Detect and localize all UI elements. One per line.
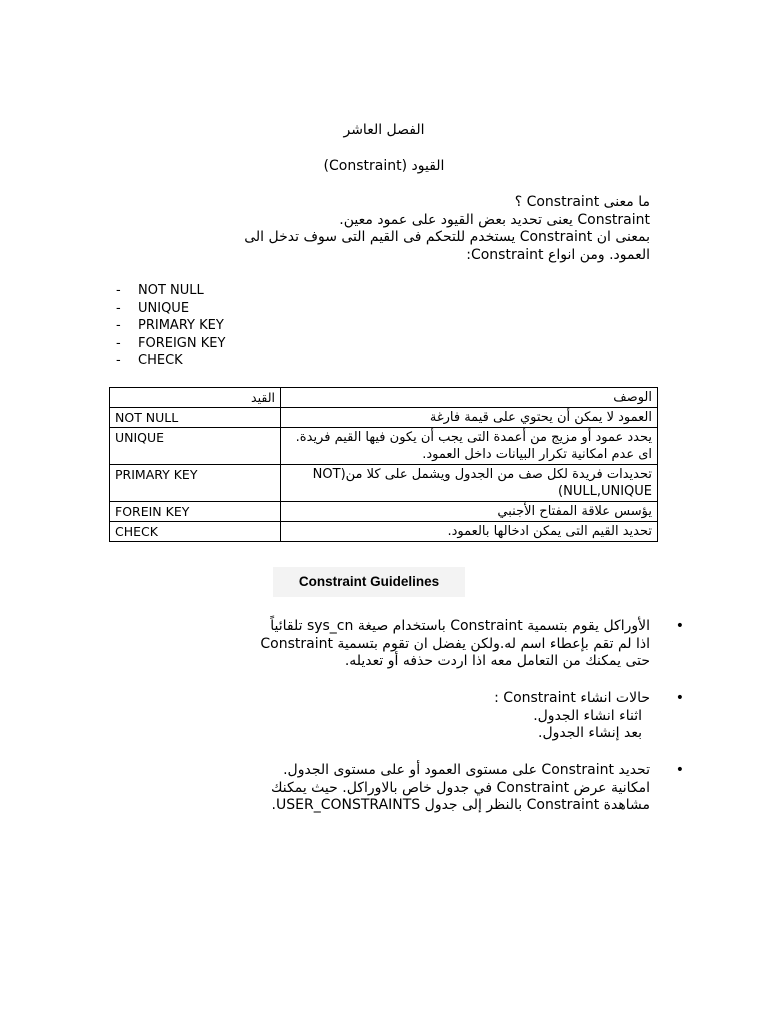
table-key-cell: NOT NULL: [110, 408, 281, 428]
chapter-title: الفصل العاشر: [343, 122, 425, 138]
guideline-line: حالات انشاء Constraint :: [494, 690, 650, 706]
intro-line: العمود. ومن انواع Constraint:: [466, 246, 650, 263]
table-key-cell: CHECK: [110, 522, 281, 542]
constraint-types-list: [116, 282, 225, 370]
list-item-label: UNIQUE: [138, 300, 190, 316]
intro-question: ما معنى Constraint ؟: [514, 194, 650, 210]
table-header-row: [110, 388, 658, 408]
intro-line: بمعنى ان Constraint يستخدم للتحكم فى القيم التى سوف تدخل الى: [244, 229, 650, 245]
guideline-item: [130, 762, 684, 815]
dash-marker: -: [116, 300, 121, 316]
constraints-table: [109, 387, 658, 542]
guideline-line: مشاهدة Constraint بالنظر إلى جدول USER_CONSTRAINTS.: [271, 797, 650, 813]
dash-marker: -: [116, 353, 121, 369]
guideline-line: امكانية عرض Constraint في جدول خاص بالاوراكل. حيث يمكنك: [270, 779, 650, 796]
guidelines-heading: Constraint Guidelines: [273, 567, 465, 597]
guideline-item: [130, 618, 684, 671]
table-desc-cell: العمود لا يمكن أن يحتوي على قيمة فارغة: [281, 408, 658, 428]
guideline-line: تحديد Constraint على مستوى العمود أو على مستوى الجدول.: [283, 762, 650, 778]
list-item: [116, 352, 225, 370]
table-row: [110, 428, 658, 465]
dash-marker: -: [116, 318, 121, 334]
dash-marker: -: [116, 283, 121, 298]
bullet-marker: •: [675, 762, 684, 778]
list-item: [116, 335, 225, 353]
table-desc-cell: تحديدات فريدة لكل صف من الجدول ويشمل على كلا من(NOT NULL,UNIQUE): [281, 465, 658, 502]
guideline-line: حتى يمكنك من التعامل معه اذا اردت حذفه أو تعديله.: [344, 653, 650, 669]
list-item-label: CHECK: [138, 353, 183, 369]
header-desc-cell: الوصف: [281, 388, 658, 408]
header-key-cell: القيد: [110, 388, 281, 408]
list-item-label: NOT NULL: [138, 283, 204, 298]
table-row: [110, 408, 658, 428]
guideline-subline: بعد إنشاء الجدول.: [538, 725, 642, 741]
table-row: [110, 522, 658, 542]
guideline-item: [130, 690, 684, 743]
list-item: [116, 317, 225, 335]
bullet-marker: •: [675, 690, 684, 706]
guideline-line: الأوراكل يقوم بتسمية Constraint باستخدام صيغة sys_cn تلقائياً: [270, 618, 650, 634]
table-key-cell: FOREIN KEY: [110, 502, 281, 522]
table-key-cell: PRIMARY KEY: [110, 465, 281, 502]
table-desc-cell: تحديد القيم التى يمكن ادخالها بالعمود.: [281, 522, 658, 542]
section-title: القيود (Constraint): [323, 158, 445, 174]
table-key-cell: UNIQUE: [110, 428, 281, 465]
list-item-label: PRIMARY KEY: [138, 318, 224, 334]
list-item: [116, 300, 225, 318]
list-item-label: FOREIGN KEY: [138, 335, 226, 351]
guideline-subline: اثناء انشاء الجدول.: [533, 707, 642, 724]
table-desc-cell: يؤسس علاقة المفتاح الأجنبي: [281, 502, 658, 522]
bullet-marker: •: [675, 618, 684, 634]
table-row: [110, 502, 658, 522]
intro-paragraph: [110, 194, 650, 264]
intro-line: Constraint يعنى تحديد بعض القيود على عمود معين.: [339, 211, 650, 228]
table-desc-cell: يحدد عمود أو مزيج من أعمدة التى يجب أن يكون فيها القيم فريدة. اى عدم امكانية تكرار البيانات داخل العمود.: [281, 428, 658, 465]
dash-marker: -: [116, 335, 121, 351]
list-item: [116, 282, 225, 300]
guideline-line: اذا لم تقم بإعطاء اسم له.ولكن يفضل ان تقوم بتسمية Constraint: [260, 635, 650, 652]
table-row: [110, 465, 658, 502]
